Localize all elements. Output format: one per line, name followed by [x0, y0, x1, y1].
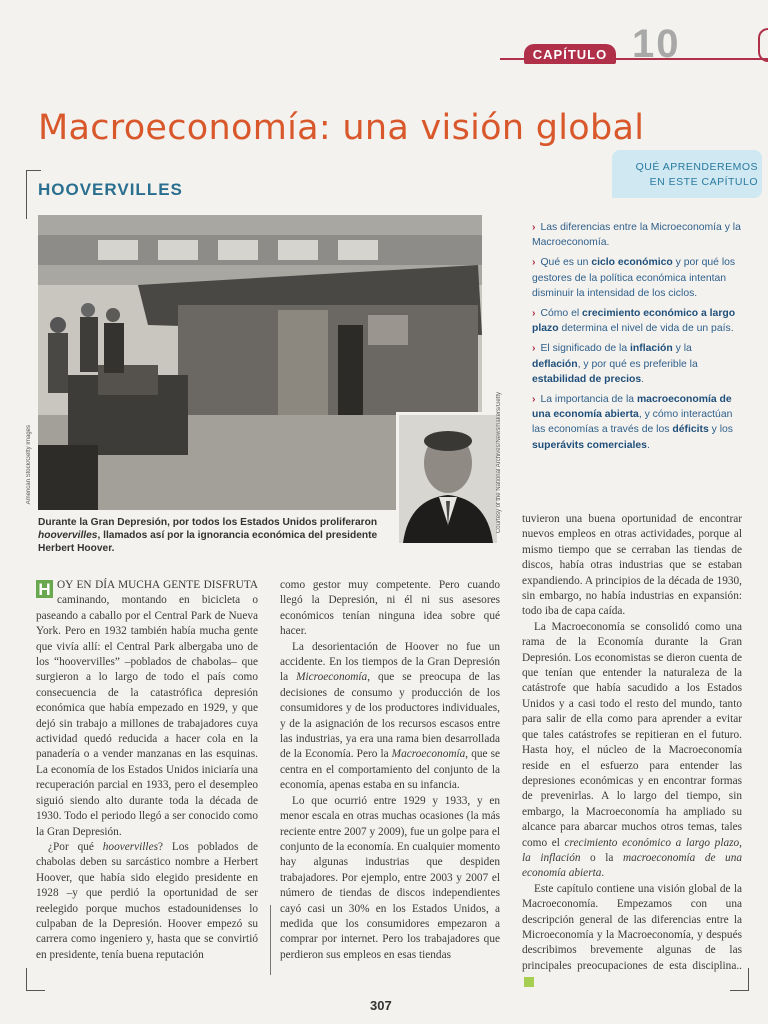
text-run: . [646, 439, 650, 451]
emphasis-bold: inflación [630, 343, 673, 355]
text-run: o la [580, 851, 623, 864]
body-column-2 [280, 578, 500, 963]
text-run: , y cómo interactúan las economías a través de los [532, 409, 733, 436]
emphasis-italic: crecimiento económico a largo plazo [564, 836, 740, 849]
text-run: Qué es un [540, 257, 592, 269]
text-run: Cómo el [540, 308, 583, 320]
photo-caption [38, 516, 388, 555]
emphasis-italic: la inflación [522, 851, 581, 864]
caption-emphasis: hoovervilles [38, 530, 98, 541]
chevron-right-icon: › [532, 308, 536, 320]
body-paragraph [522, 882, 742, 990]
chevron-right-icon: › [532, 394, 536, 406]
learning-objectives-list [532, 220, 742, 458]
text-run: , [739, 836, 742, 849]
column-divider [270, 905, 271, 975]
text-run: , que se preocupa de las decisiones de consumo y producción de los consumidores y de los productores individuales, y de la asignación de los recursos escasos entre las industrias, ya era una rama bien desarrollada de la Economía. Pero la [280, 671, 501, 761]
text-run: , que se centra en el comportamiento del conjunto de la economía, apenas estaba en su infancia. [280, 748, 500, 792]
emphasis-italic: macroeconomía de una economía abierta [522, 851, 742, 880]
text-run: ? Los poblados de chabolas deben su sarcástico nombre a Herbert Hoover, que había sido elegido presidente en 1928 –y que perdió la oportunidad de ser reelegido porque muchos estadounidenses lo culpaban de la Depresión. Hoover empezó su carrera como ingeniero y, hasta que se convirtió en presidente, tenía buena reputación [36, 840, 259, 961]
emphasis-bold: déficits [672, 424, 709, 436]
corner-tab [758, 28, 768, 62]
caption-text: Durante la Gran Depresión, por todos los Estados Unidos proliferaron [38, 517, 378, 528]
emphasis-bold: ciclo económico [591, 257, 673, 269]
text-run: determina el nivel de vida de un país. [558, 323, 734, 335]
text-run: La Macroeconomía se consolidó como una rama de la Economía durante la Gran Depresión. Los economistas se dieron cuenta de que tenían que entender la naturaleza de la catástrofe que había sacudido a los Estados Unidos y a casi todo el resto del mundo, tanto para salir de ella como para aprender a evitar que tales catástrofes se repitieran en el futuro. Hasta hoy, el núcleo de la Macroeconomía reside en el esfuerzo para entender las depresiones económicas y en encontrar formas de prevenirlas. A lo largo del tiempo, sin embargo, la Macroeconomía ha ampliado su alcance para abarcar muchos otros temas, tales como el [522, 620, 742, 849]
emphasis-italic: hoovervilles [102, 840, 158, 853]
footer-bracket-right [730, 968, 749, 991]
text-run: y los [708, 424, 734, 436]
footer-bracket-left [26, 968, 45, 991]
page-number: 307 [370, 998, 392, 1013]
emphasis-bold: crecimiento económico a largo plazo [532, 308, 736, 335]
end-of-section-marker [524, 977, 534, 987]
section-title: HOOVERVILLES [38, 180, 183, 199]
emphasis-italic: Macroeconomía [391, 748, 466, 761]
photo-credit-right: Courtesy of the National Archives/Newsmakers/Getty [496, 392, 502, 534]
text-run: y por qué los gestores de la política económica intentan disminuir la intensidad de los ciclos. [532, 257, 736, 299]
sidebar-title-line: QUÉ APRENDEREMOS [635, 161, 758, 173]
body-paragraph [522, 620, 742, 882]
sidebar-title [620, 160, 758, 190]
chevron-right-icon: › [532, 257, 536, 269]
text-run: Las diferencias entre la Microeconomía y la Macroeconomía. [532, 222, 741, 249]
text-run: El significado de la [540, 343, 630, 355]
chapter-label: CAPÍTULO [524, 44, 616, 64]
text-run: tuvieron una buena oportunidad de encontrar nuevos empleos en otras actividades, porque al mismo tiempo que se cerraban las tiendas de discos, había otras industrias que se estaban expandiendo. A principios de la década de 1930, sin embargo, no había industrias en expansión: todo iba de capa caída. [522, 513, 742, 618]
objective-item [532, 220, 742, 250]
emphasis-bold: macroeconomía de una economía abierta [532, 394, 732, 421]
sidebar-title-line: EN ESTE CAPÍTULO [649, 176, 758, 188]
drop-cap: H [36, 580, 53, 598]
text-run: OY EN DÍA MUCHA GENTE DISFRUTA [57, 579, 258, 591]
body-paragraph [280, 640, 500, 794]
text-run: Este capítulo contiene una visión global de la Macroeconomía. Empezamos con una descripción general de las diferencias entre la Microeconomía y la Macroeconomía, y después describimos brevemente algunas de las principales preocupaciones de esta disciplina.. [522, 882, 742, 972]
body-paragraph [522, 512, 742, 620]
body-paragraph [280, 578, 500, 640]
text-run: ¿Por qué [48, 840, 103, 853]
body-column-1 [36, 578, 258, 963]
emphasis-bold: estabilidad de precios [532, 373, 642, 385]
text-run: . [641, 373, 645, 385]
caption-text-end: , llamados así por la ignorancia económica del presidente Herbert Hoover. [38, 530, 378, 554]
text-run: . [601, 867, 605, 880]
page-title: Macroeconomía: una visión global [38, 108, 645, 148]
text-run: , y por qué es preferible la [577, 358, 698, 370]
text-run: Lo que ocurrió entre 1929 y 1933, y en menor escala en otras muchas ocasiones (la más reciente entre 2007 y 2009), fue un golpe para el conjunto de la economía. En cualquier momento hay algunas industrias que despiden trabajadores. Por ejemplo, entre 2003 y 2007 el número de tiendas de discos independientes cayó casi un 30% en los Estados Unidos, a medida que los consumidores empezaron a comprar por internet. Pero los trabajadores que perdieron sus empleos en esas tiendas [280, 794, 500, 961]
chevron-right-icon: › [532, 343, 536, 355]
text-run: como gestor muy competente. Pero cuando llegó la Depresión, ni él ni sus asesores económicos tenían ninguna idea sobre qué hacer. [280, 579, 500, 638]
body-paragraph [280, 794, 500, 963]
photo-credit-left: American Stock/Getty Images [26, 425, 32, 505]
emphasis-bold: superávits comerciales [532, 439, 647, 451]
objective-item [532, 341, 742, 387]
text-run: y la [672, 343, 692, 355]
objective-item [532, 392, 742, 453]
emphasis-bold: deflación [532, 358, 578, 370]
body-column-3 [522, 512, 742, 990]
text-run: La importancia de la [540, 394, 637, 406]
objective-item [532, 306, 742, 336]
text-run: La desorientación de Hoover no fue un accidente. En los tiempos de la Gran Depresión la [280, 640, 500, 684]
chevron-right-icon: › [532, 222, 536, 233]
chapter-number: 10 [632, 22, 681, 66]
text-run: caminando, montando en bicicleta o paseando a caballo por el Central Park de Nueva York. Pero en 1932 también había mucha gente que vivía allí: el Central Park albergaba uno de los “hoovervilles” –poblados de chabolas– que surgieron a lo largo de todo el país como consecuencia de la catastrófica depresión económica que había empezado en 1929, y que dejó sin trabajo a millones de trabajadores cuya actividad quedó reducida a hacer cola en la panadería o a vender manzanas en las esquinas. La economía de los Estados Unidos iniciaría una recuperación parcial en 1933, pero el desempleo siguió siendo alto durante toda la década de 1930. Todo el periodo llegó a ser conocido como la Gran Depresión. [36, 594, 258, 838]
herbert-hoover-portrait [396, 412, 500, 546]
body-paragraph [36, 840, 258, 963]
objective-item [532, 255, 742, 301]
emphasis-italic: Microeconomía [296, 671, 368, 684]
